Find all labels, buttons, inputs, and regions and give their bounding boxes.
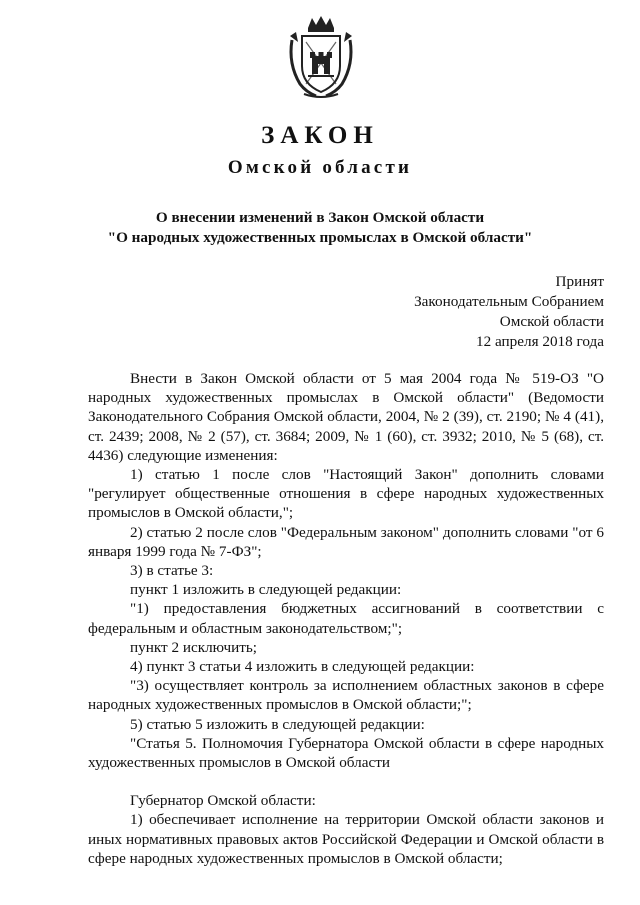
law-title: ЗАКОН bbox=[261, 122, 379, 149]
paragraph-governor: Губернатор Омской области: bbox=[130, 792, 316, 810]
paragraph-item-4: 4) пункт 3 статьи 4 изложить в следующей редакции: bbox=[130, 658, 475, 676]
adopted-date: 12 апреля 2018 года bbox=[476, 333, 604, 350]
paragraph-item-1: 1) статью 1 после слов "Настоящий Закон" дополнить словами "регулирует общественные отношения в сфере народных художественных промыслов в Омской области,"; bbox=[88, 466, 604, 522]
paragraph-item-5: 5) статью 5 изложить в следующей редакции: bbox=[130, 715, 425, 733]
region-title: Омской области bbox=[227, 157, 413, 178]
paragraph-intro: Внести в Закон Омской области от 5 мая 2004 года № 519-ОЗ "О народных художественных промыслах в Омской области" (Ведомости Законодательного Собрания Омской области, 2004, № 2 (39), ст. 2190; № 4 (41), ст. 2439; 2008, № 2 (57), ст. 3684; 2009, № 1 (60), ст. 3932; 2010, № 5 (68), ст. 4436) следующие изменения: bbox=[88, 370, 604, 464]
paragraph-item-3: 3) в статье 3: bbox=[130, 562, 214, 580]
paragraph-item-2: 2) статью 2 после слов "Федеральным законом" дополнить словами "от 6 января 1999 года № 7-ФЗ"; bbox=[88, 523, 604, 560]
paragraph-governor-item-1: 1) обеспечивает исполнение на территории Омской области законов и иных нормативных правовых актов Российской Федерации и Омской области в сфере народных художественных промыслов в Омской области; bbox=[88, 811, 604, 867]
paragraph-item-4-text: "3) осуществляет контроль за исполнением областных законов в сфере народных художественных промыслов в Омской области;"; bbox=[88, 677, 604, 714]
adopted-label: Принят bbox=[555, 273, 604, 290]
subject-line-1: О внесении изменений в Закон Омской области bbox=[155, 209, 485, 226]
adopted-region: Омской области bbox=[499, 313, 604, 330]
adoption-block bbox=[414, 272, 604, 352]
paragraph-article-5-title: "Статья 5. Полномочия Губернатора Омской области в сфере народных художественных промыслов в Омской области bbox=[88, 734, 604, 772]
subject-line-2: "О народных художественных промыслах в Омской области" bbox=[107, 229, 533, 246]
law-body bbox=[88, 369, 604, 868]
paragraph-point-2: пункт 2 исключить; bbox=[130, 638, 257, 656]
adopted-by: Законодательным Собранием bbox=[414, 293, 604, 310]
paragraph-point-1: пункт 1 изложить в следующей редакции: bbox=[130, 581, 402, 599]
omsk-coat-of-arms-icon bbox=[286, 14, 356, 100]
paragraph-point-1-text: "1) предоставления бюджетных ассигнований в соответствии с федеральным и областным законодательством;"; bbox=[88, 600, 604, 637]
